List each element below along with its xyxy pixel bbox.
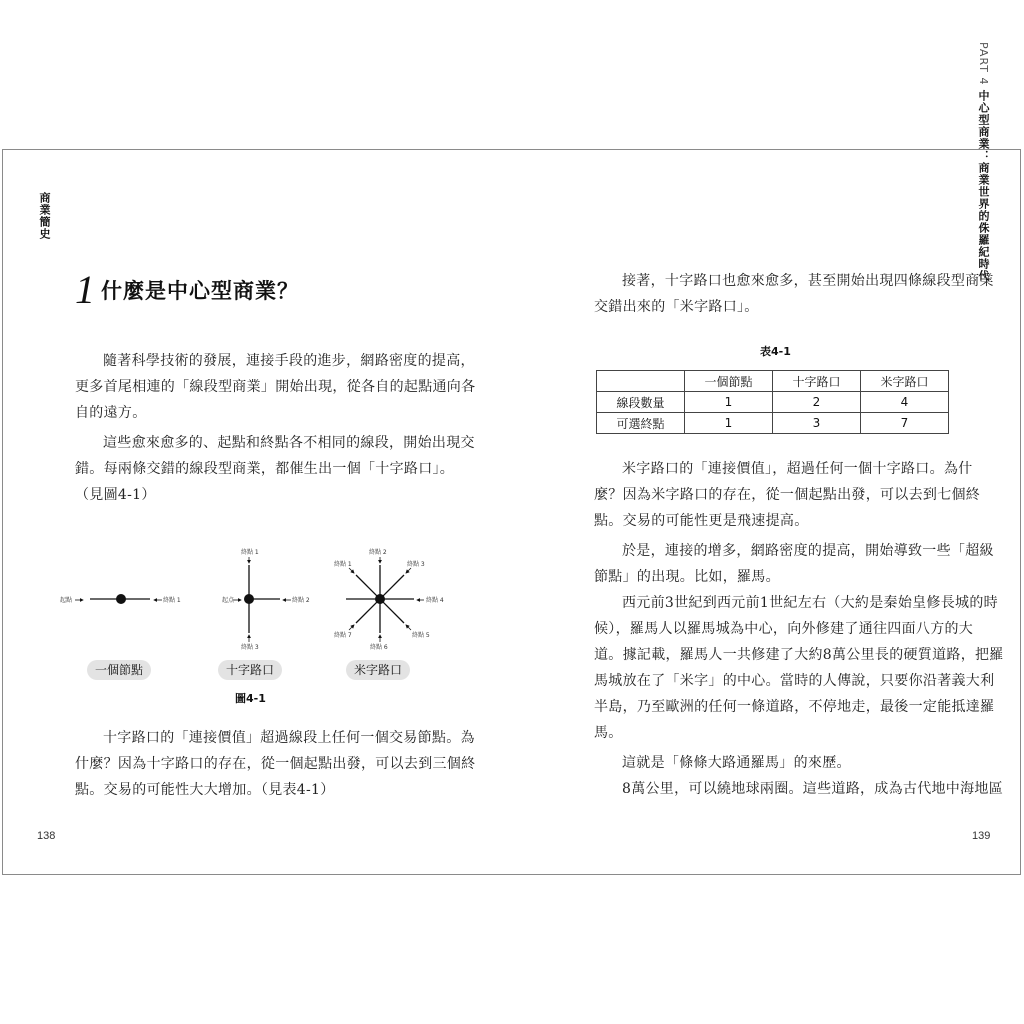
start-label: 起點 bbox=[60, 597, 73, 604]
table-row bbox=[597, 392, 949, 413]
table-header-cell bbox=[597, 371, 685, 392]
arrow-icon bbox=[406, 625, 411, 630]
right-paragraph-3: 於是，連接的增多，網路密度的提高，開始導致一些「超級 節點」的出現。比如，羅馬。 bbox=[594, 543, 994, 585]
label-crossroads: 十字路口 bbox=[218, 660, 282, 680]
table-header-cell: 一個節點 bbox=[685, 371, 773, 392]
single-node-panel bbox=[60, 594, 181, 604]
star-end-label-1: 終點 1 bbox=[334, 561, 352, 568]
left-paragraph-1: 隨著科學技術的發展，連接手段的進步，網路密度的提高， 更多首尾相連的「線段型商業」開始出現，從各自的起點通向各 自的遠方。 bbox=[75, 353, 476, 421]
heading-number: 1 bbox=[75, 267, 95, 312]
cross-end-label-2: 終點 2 bbox=[292, 597, 310, 604]
part-title: 中心型商業：商業世界的侏羅紀時代 bbox=[977, 90, 990, 283]
table-cell: 1 bbox=[685, 413, 773, 434]
table-4-1 bbox=[596, 370, 949, 434]
page-number-left: 138 bbox=[37, 830, 56, 842]
cross-end-label-3: 終點 3 bbox=[241, 644, 259, 651]
right-paragraph-1: 接著，十字路口也愈來愈多，甚至開始出現四條線段型商業 交錯出來的「米字路口」。 bbox=[594, 273, 994, 315]
right-paragraph-5: 這就是「條條大路通羅馬」的來歷。 bbox=[622, 755, 851, 771]
label-star-junction: 米字路口 bbox=[346, 660, 410, 680]
star-end-label-2: 終點 2 bbox=[369, 549, 387, 556]
part-label bbox=[975, 42, 991, 282]
table-row bbox=[597, 413, 949, 434]
label-single-node: 一個節點 bbox=[87, 660, 151, 680]
table-header-row bbox=[597, 371, 949, 392]
right-paragraph-4: 西元前3世紀到西元前1世紀左右（大約是秦始皇修長城的時 候），羅馬人以羅馬城為中心，向外修建了通往四面八方的大 道。據記載，羅馬人一共修建了大約8萬公里長的硬質道路，把羅 馬城放在了「米字」的中心。當時的人傳說，只要你沿著義大利 半島，乃至歐洲的任何一條道路，不停地走，最後一定能抵達羅 馬。 bbox=[594, 595, 1004, 741]
star-end-label-6: 終點 6 bbox=[370, 644, 388, 651]
table-cell: 7 bbox=[861, 413, 949, 434]
table-header-cell: 米字路口 bbox=[861, 371, 949, 392]
node-dot-icon bbox=[375, 594, 385, 604]
page-number-right: 139 bbox=[972, 830, 991, 842]
star-end-label-7: 終點 7 bbox=[334, 632, 352, 639]
arrow-icon bbox=[349, 625, 354, 630]
table-cell: 1 bbox=[685, 392, 773, 413]
table-cell: 4 bbox=[861, 392, 949, 413]
chapter-heading bbox=[75, 267, 299, 312]
part-number: PART 4 bbox=[977, 42, 990, 86]
cross-start-label: 起点 bbox=[222, 597, 235, 604]
star-end-label-5: 終點 5 bbox=[412, 632, 430, 639]
right-paragraph-2: 米字路口的「連接價值」，超過任何一個十字路口。為什 麼？因為米字路口的存在，從一個起點出發，可以去到七個終 點。交易的可能性更是飛速提高。 bbox=[594, 461, 981, 529]
figure-caption: 圖4-1 bbox=[235, 692, 266, 705]
node-dot-icon bbox=[116, 594, 126, 604]
end-label: 終點 1 bbox=[163, 597, 181, 604]
table-cell: 3 bbox=[773, 413, 861, 434]
crossroads-panel bbox=[222, 548, 310, 651]
star-end-label-4: 終點 4 bbox=[426, 597, 444, 604]
figure-4-1-diagram bbox=[58, 545, 458, 660]
arrow-icon bbox=[349, 568, 354, 573]
left-paragraph-2: 這些愈來愈多的、起點和終點各不相同的線段，開始出現交 錯。每兩條交錯的線段型商業，都催生出一個「十字路口」。 （見圖4-1） bbox=[75, 435, 475, 503]
table-cell: 2 bbox=[773, 392, 861, 413]
heading-text: 什麼是中心型商業？ bbox=[101, 279, 299, 303]
table-caption: 表4-1 bbox=[760, 345, 791, 358]
table-cell: 可選終點 bbox=[597, 413, 685, 434]
star-junction-panel bbox=[334, 548, 444, 651]
left-page bbox=[3, 150, 512, 874]
right-paragraph-6: 8萬公里，可以繞地球兩圈。這些道路，成為古代地中海地區 bbox=[622, 781, 1004, 797]
node-dot-icon bbox=[244, 594, 254, 604]
table-header-cell: 十字路口 bbox=[773, 371, 861, 392]
star-end-label-3: 終點 3 bbox=[407, 561, 425, 568]
cross-end-label-1: 終點 1 bbox=[241, 549, 259, 556]
left-paragraph-3: 十字路口的「連接價值」超過線段上任何一個交易節點。為 什麼？因為十字路口的存在，從一個起點出發，可以去到三個終 點。交易的可能性大大增加。（見表4-1） bbox=[75, 730, 476, 798]
arrow-icon bbox=[406, 568, 411, 573]
book-title: 商業簡史 bbox=[38, 192, 51, 240]
table-cell: 線段數量 bbox=[597, 392, 685, 413]
